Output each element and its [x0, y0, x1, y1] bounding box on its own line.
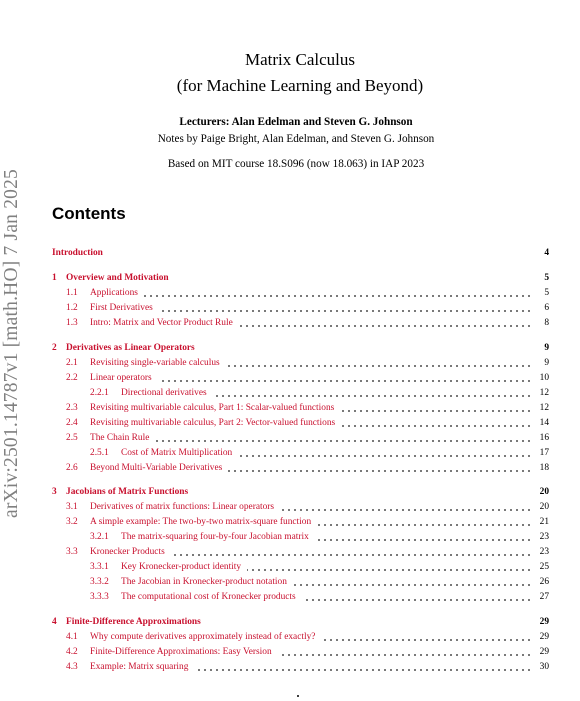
toc-page-number[interactable]: 5 — [544, 288, 549, 298]
toc-page-number[interactable]: 29 — [539, 617, 549, 627]
toc-leader-dots — [239, 316, 532, 330]
notes-by-line: Notes by Paige Bright, Alan Edelman, and Steven G. Johnson — [157, 133, 435, 145]
toc-page-number[interactable]: 29 — [539, 632, 549, 642]
lecturers-line: Lecturers: Alan Edelman and Steven G. Johnson — [179, 116, 413, 128]
toc-title-link[interactable]: Derivatives as Linear Operators — [66, 343, 195, 353]
toc-title-link[interactable]: Overview and Motivation — [66, 273, 169, 283]
toc-leader-dots — [226, 356, 532, 370]
toc-title-link[interactable]: Cost of Matrix Multiplication — [121, 448, 233, 458]
toc-title-link[interactable]: Kronecker Products — [90, 547, 165, 557]
toc-leader-dots — [302, 590, 532, 604]
toc-leader-dots — [213, 386, 532, 400]
toc-leader-dots — [155, 431, 532, 445]
toc-title-link[interactable]: Finite-Difference Approximations — [66, 617, 201, 627]
toc-number: 1.1 — [66, 288, 78, 298]
toc-leader-dots — [228, 461, 532, 475]
toc-number: 3.3.1 — [90, 562, 109, 572]
toc-page-number[interactable]: 5 — [544, 273, 549, 283]
toc-section-row[interactable] — [0, 446, 580, 460]
toc-number: 1 — [52, 273, 57, 283]
toc-number: 3.2.1 — [90, 532, 109, 542]
toc-number: 4.1 — [66, 632, 78, 642]
toc-section-row[interactable] — [0, 301, 580, 315]
toc-title-link[interactable]: The computational cost of Kronecker products — [121, 592, 296, 602]
toc-title-link[interactable]: Derivatives of matrix functions: Linear operators — [90, 502, 275, 512]
toc-title-link[interactable]: Intro: Matrix and Vector Product Rule — [90, 318, 233, 328]
toc-number: 2 — [52, 343, 57, 353]
toc-page-number[interactable]: 30 — [539, 662, 549, 672]
toc-chapter-row[interactable] — [0, 485, 580, 499]
toc-page-number[interactable]: 27 — [539, 592, 549, 602]
toc-section-row[interactable] — [0, 371, 580, 385]
toc-number: 1.2 — [66, 303, 78, 313]
toc-leader-dots — [247, 560, 532, 574]
toc-page-number[interactable]: 16 — [539, 433, 549, 443]
toc-number: 3.3 — [66, 547, 78, 557]
toc-section-row[interactable] — [0, 416, 580, 430]
toc-leader-dots — [280, 500, 532, 514]
toc-section-row[interactable] — [0, 590, 580, 604]
toc-leader-dots — [317, 515, 532, 529]
toc-title-link[interactable]: Revisiting multivariable calculus, Part 2: Vector-valued functions — [90, 418, 336, 428]
toc-section-row[interactable] — [0, 286, 580, 300]
toc-page-number[interactable]: 20 — [539, 487, 549, 497]
toc-section-row[interactable] — [0, 560, 580, 574]
toc-page-number[interactable]: 25 — [539, 562, 549, 572]
toc-number: 2.1 — [66, 358, 78, 368]
toc-section-row[interactable] — [0, 316, 580, 330]
toc-section-row[interactable] — [0, 431, 580, 445]
toc-section-row[interactable] — [0, 500, 580, 514]
toc-chapter-row[interactable] — [0, 615, 580, 629]
toc-leader-dots — [171, 545, 532, 559]
based-on-line: Based on MIT course 18.S096 (now 18.063) in IAP 2023 — [167, 158, 425, 170]
toc-page-number[interactable]: 12 — [539, 388, 549, 398]
toc-number: 4.2 — [66, 647, 78, 657]
toc-section-row[interactable] — [0, 545, 580, 559]
toc-title-link[interactable]: Linear operators — [90, 373, 152, 383]
toc-page-number[interactable]: 4 — [544, 248, 549, 258]
toc-title-link[interactable]: Beyond Multi-Variable Derivatives — [90, 463, 223, 473]
toc-title-link[interactable]: The Jacobian in Kronecker-product notation — [121, 577, 287, 587]
toc-leader-dots — [278, 645, 532, 659]
toc-number: 3.3.3 — [90, 592, 109, 602]
toc-page-number[interactable]: 17 — [539, 448, 549, 458]
toc-leader-dots — [158, 371, 532, 385]
toc-section-row[interactable] — [0, 515, 580, 529]
toc-page-number[interactable]: 9 — [544, 358, 549, 368]
toc-title-link[interactable]: The Chain Rule — [90, 433, 150, 443]
toc-page-number[interactable]: 14 — [539, 418, 549, 428]
arxiv-identifier: arXiv:2501.14787v1 [math.HO] 7 Jan 2025 — [1, 168, 22, 518]
toc-section-row[interactable] — [0, 630, 580, 644]
toc-title-link[interactable]: Finite-Difference Approximations: Easy Version — [90, 647, 272, 657]
toc-number: 1.3 — [66, 318, 78, 328]
toc-title-link[interactable]: Why compute derivatives approximately instead of exactly? — [90, 632, 316, 642]
toc-leader-dots — [194, 660, 532, 674]
toc-title-link[interactable]: Revisiting single-variable calculus — [90, 358, 220, 368]
toc-number: 4 — [52, 617, 57, 627]
toc-leader-dots — [238, 446, 532, 460]
toc-section-row[interactable] — [0, 356, 580, 370]
toc-number: 3 — [52, 487, 57, 497]
toc-chapter-row[interactable] — [0, 341, 580, 355]
toc-number: 4.3 — [66, 662, 78, 672]
toc-title-link[interactable]: First Derivatives — [90, 303, 153, 313]
toc-page-number[interactable]: 26 — [539, 577, 549, 587]
toc-title-link[interactable]: Revisiting multivariable calculus, Part 1: Scalar-valued functions — [90, 403, 335, 413]
title-line-2: (for Machine Learning and Beyond) — [176, 76, 424, 95]
toc-section-row[interactable] — [0, 660, 580, 674]
toc-leader-dots — [293, 575, 532, 589]
toc-title-link[interactable]: Key Kronecker-product identity — [121, 562, 242, 572]
toc-page-number[interactable]: 21 — [539, 517, 549, 527]
toc-number: 2.2.1 — [90, 388, 109, 398]
toc-leader-dots — [321, 630, 532, 644]
toc-title-link[interactable]: Applications — [90, 288, 138, 298]
toc-section-row[interactable] — [0, 401, 580, 415]
toc-chapter-row[interactable] — [0, 271, 580, 285]
toc-number: 3.3.2 — [90, 577, 109, 587]
toc-section-row[interactable] — [0, 575, 580, 589]
toc-page-number[interactable]: 23 — [539, 532, 549, 542]
toc-leader-dots — [341, 416, 532, 430]
toc-page-number[interactable]: 12 — [539, 403, 549, 413]
toc-section-row[interactable] — [0, 530, 580, 544]
toc-section-row[interactable] — [0, 461, 580, 475]
toc-number: 2.3 — [66, 403, 78, 413]
toc-page-number[interactable]: 18 — [539, 463, 549, 473]
toc-title-link[interactable]: Example: Matrix squaring — [90, 662, 189, 672]
page-footer-dot — [297, 695, 299, 697]
toc-number: 3.2 — [66, 517, 78, 527]
toc-page-number[interactable]: 9 — [544, 343, 549, 353]
toc-page-number[interactable]: 23 — [539, 547, 549, 557]
title-line-1: Matrix Calculus — [244, 50, 355, 69]
toc-section-row[interactable] — [0, 645, 580, 659]
toc-page-number[interactable]: 20 — [539, 502, 549, 512]
contents-heading: Contents — [52, 204, 126, 223]
toc-page-number[interactable]: 10 — [539, 373, 549, 383]
toc-chapter-row[interactable] — [0, 246, 580, 260]
toc-number: 3.1 — [66, 502, 78, 512]
toc-page-number[interactable]: 6 — [544, 303, 549, 313]
toc-title-link[interactable]: The matrix-squaring four-by-four Jacobian matrix — [121, 532, 309, 542]
toc-title-link[interactable]: Jacobians of Matrix Functions — [66, 487, 189, 497]
toc-number: 2.4 — [66, 418, 78, 428]
toc-number: 2.2 — [66, 373, 78, 383]
toc-number: 2.6 — [66, 463, 78, 473]
toc-leader-dots — [315, 530, 532, 544]
toc-title-link[interactable]: A simple example: The two-by-two matrix-square function — [90, 517, 312, 527]
toc-title-link[interactable]: Introduction — [52, 248, 103, 258]
toc-number: 2.5 — [66, 433, 78, 443]
toc-leader-dots — [144, 286, 532, 300]
toc-section-row[interactable] — [0, 386, 580, 400]
toc-leader-dots — [340, 401, 532, 415]
toc-leader-dots — [159, 301, 532, 315]
toc-number: 2.5.1 — [90, 448, 109, 458]
toc-page-number[interactable]: 8 — [544, 318, 549, 328]
toc-title-link[interactable]: Directional derivatives — [121, 388, 207, 398]
toc-page-number[interactable]: 29 — [539, 647, 549, 657]
